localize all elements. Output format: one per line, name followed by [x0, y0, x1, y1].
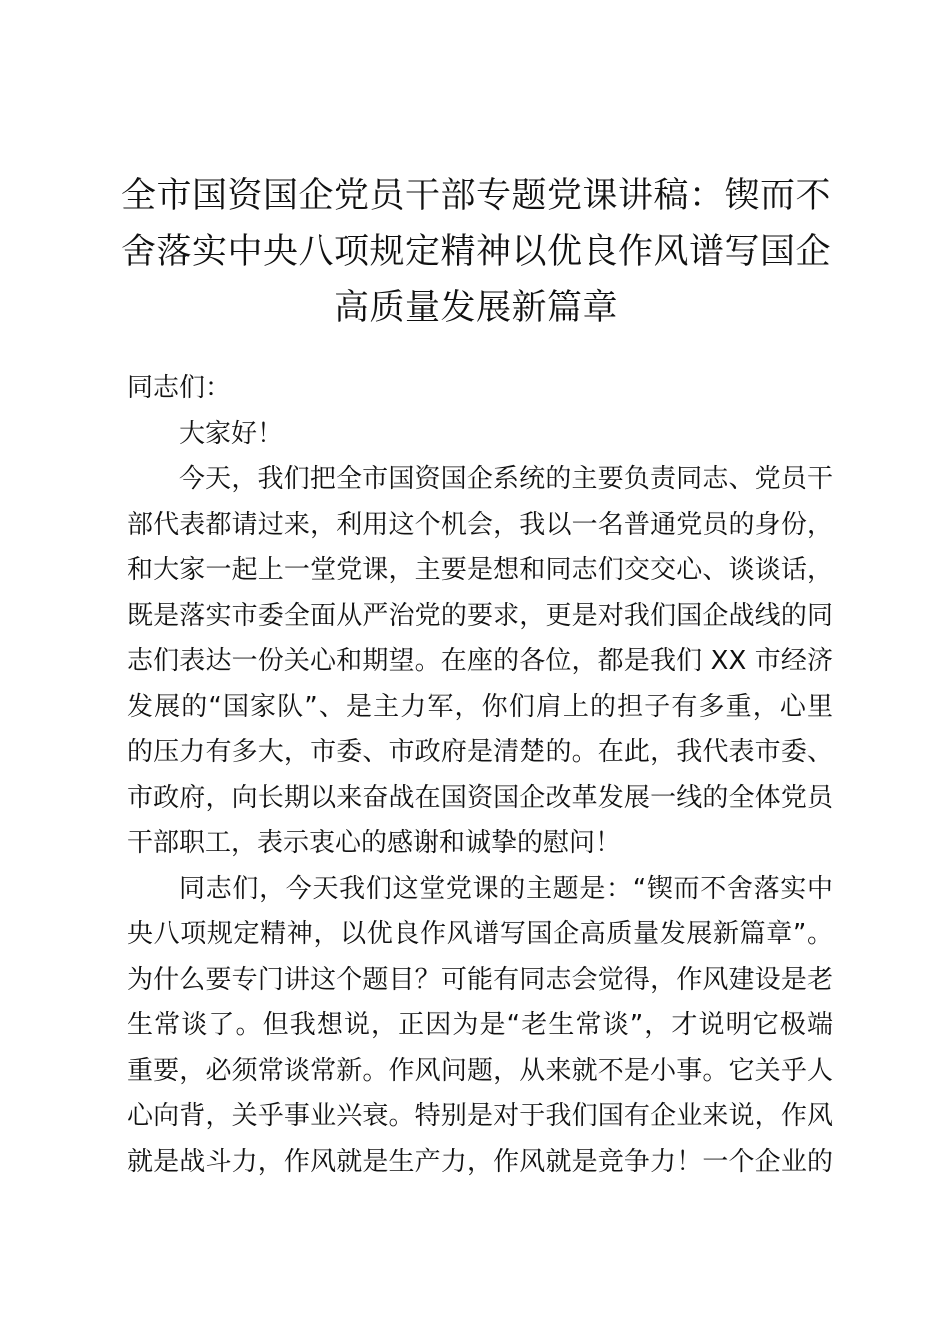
paragraph-2-line-3: 为什么要专门讲这个题目？可能有同志会觉得，作风建设是老 — [127, 964, 833, 995]
paragraph-1-line-2: 部代表都请过来，利用这个机会，我以一名普通党员的身份， — [127, 509, 833, 540]
paragraph-1-line-5: 志们表达一份关心和期望。在座的各位，都是我们 XX 市经济 — [127, 646, 833, 676]
document-body — [127, 366, 833, 1185]
paragraph-2-line-2: 央八项规定精神，以优良作风谱写国企高质量发展新篇章”。 — [127, 919, 833, 949]
paragraph-1-line-6: 发展的“国家队”、是主力军，你们肩上的担子有多重，心里 — [127, 691, 833, 722]
paragraph-1-line-3: 和大家一起上一堂党课，主要是想和同志们交交心、谈谈话， — [127, 555, 833, 585]
paragraph-2-line-1: 同志们，今天我们这堂党课的主题是：“锲而不舍落实中 — [179, 873, 833, 904]
paragraph-1-line-4: 既是落实市委全面从严治党的要求，更是对我们国企战线的同 — [127, 600, 833, 631]
title-line-1: 全市国资国企党员干部专题党课讲稿：锲而不 — [120, 176, 831, 216]
greeting: 大家好！ — [179, 418, 284, 449]
paragraph-1-line-1: 今天，我们把全市国资国企系统的主要负责同志、党员干 — [179, 464, 833, 494]
paragraph-2-line-6: 心向背，关乎事业兴衰。特别是对于我们国有企业来说，作风 — [127, 1101, 833, 1131]
document-title — [120, 168, 832, 336]
paragraph-1-line-9: 干部职工，表示衷心的感谢和诚挚的慰问！ — [127, 828, 622, 858]
salutation: 同志们： — [127, 373, 232, 403]
paragraph-1-line-7: 的压力有多大，市委、市政府是清楚的。在此，我代表市委、 — [127, 737, 833, 767]
title-line-2: 舍落实中央八项规定精神以优良作风谱写国企 — [120, 232, 831, 272]
paragraph-1-line-8: 市政府，向长期以来奋战在国资国企改革发展一线的全体党员 — [127, 782, 833, 813]
paragraph-2-line-4: 生常谈了。但我想说，正因为是“老生常谈”，才说明它极端 — [127, 1010, 833, 1040]
paragraph-2-line-5: 重要，必须常谈常新。作风问题，从来就不是小事。它关乎人 — [127, 1055, 833, 1086]
title-line-3: 高质量发展新篇章 — [333, 288, 618, 328]
paragraph-2-line-7: 就是战斗力，作风就是生产力，作风就是竞争力！一个企业的 — [127, 1146, 833, 1177]
